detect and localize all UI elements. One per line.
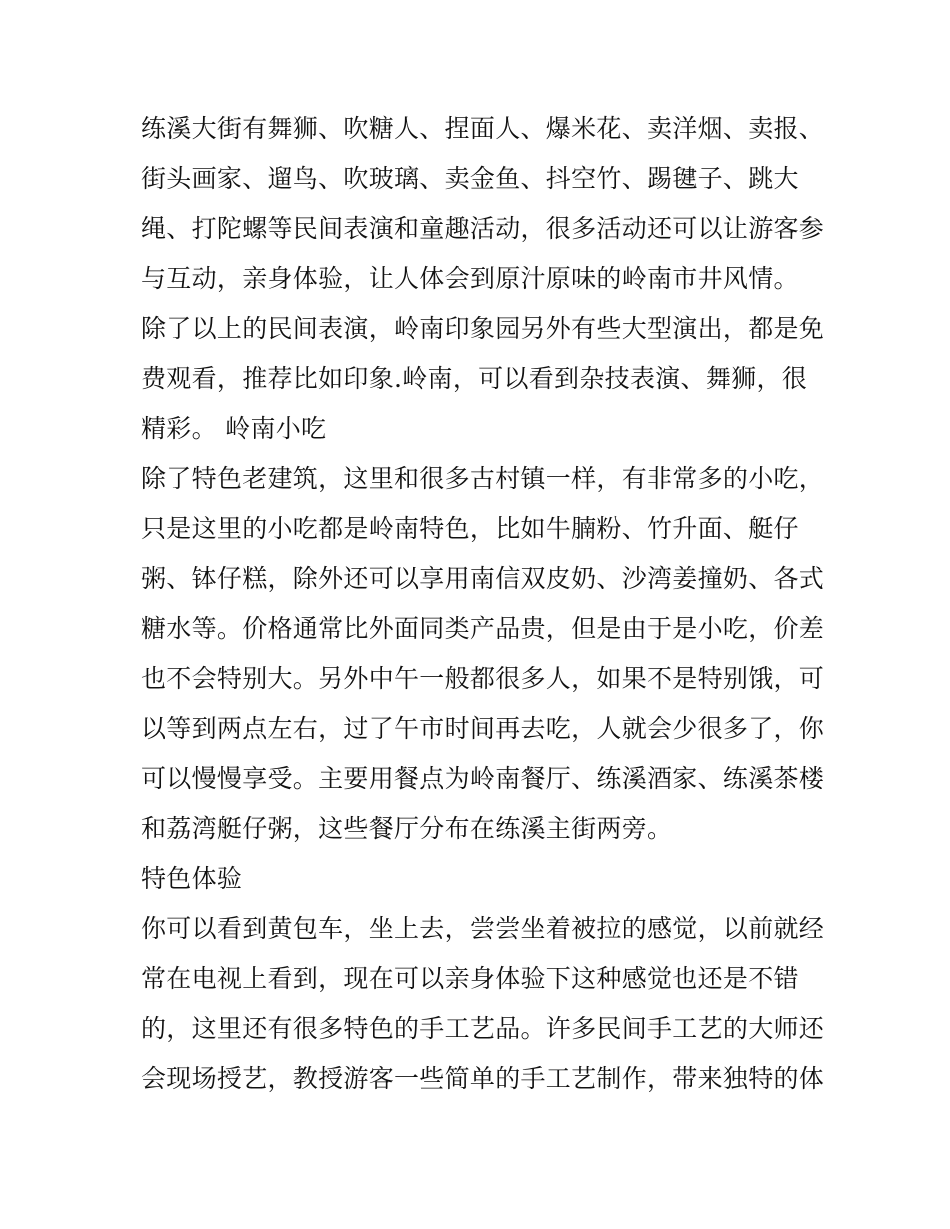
text-line: 和荔湾艇仔粥，这些餐厅分布在练溪主街两旁。: [141, 814, 673, 843]
text-line: 也不会特别大。另外中午一般都很多人，如果不是特别饿，可: [141, 664, 825, 693]
text-line: 街头画家、遛鸟、吹玻璃、卖金鱼、抖空竹、踢毽子、跳大: [141, 164, 799, 193]
text-line: 除了以上的民间表演，岭南印象园另外有些大型演出，都是免: [141, 314, 825, 343]
text-line: 绳、打陀螺等民间表演和童趣活动，很多活动还可以让游客参: [141, 214, 825, 243]
text-line: 可以慢慢享受。主要用餐点为岭南餐厅、练溪酒家、练溪茶楼: [141, 764, 825, 793]
text-line: 会现场授艺，教授游客一些简单的手工艺制作，带来独特的体: [141, 1064, 825, 1093]
text-line: 与互动，亲身体验，让人体会到原汁原味的岭南市井风情。: [141, 264, 799, 293]
text-line: 只是这里的小吃都是岭南特色，比如牛腩粉、竹升面、艇仔: [141, 514, 799, 543]
text-line: 练溪大街有舞狮、吹糖人、捏面人、爆米花、卖洋烟、卖报、: [141, 114, 825, 143]
text-line: 费观看，推荐比如印象.岭南，可以看到杂技表演、舞狮，很: [141, 364, 808, 393]
text-line: 你可以看到黄包车，坐上去，尝尝坐着被拉的感觉，以前就经: [141, 914, 825, 943]
text-line: 精彩。 岭南小吃: [141, 414, 327, 443]
text-line: 除了特色老建筑，这里和很多古村镇一样，有非常多的小吃，: [141, 464, 825, 493]
section-heading: 特色体验: [141, 864, 243, 893]
text-line: 糖水等。价格通常比外面同类产品贵，但是由于是小吃，价差: [141, 614, 825, 643]
text-line: 的，这里还有很多特色的手工艺品。许多民间手工艺的大师还: [141, 1014, 825, 1043]
text-line: 以等到两点左右，过了午市时间再去吃，人就会少很多了，你: [141, 714, 825, 743]
text-line: 粥、钵仔糕，除外还可以享用南信双皮奶、沙湾姜撞奶、各式: [141, 564, 825, 593]
text-line: 常在电视上看到，现在可以亲身体验下这种感觉也还是不错: [141, 964, 799, 993]
